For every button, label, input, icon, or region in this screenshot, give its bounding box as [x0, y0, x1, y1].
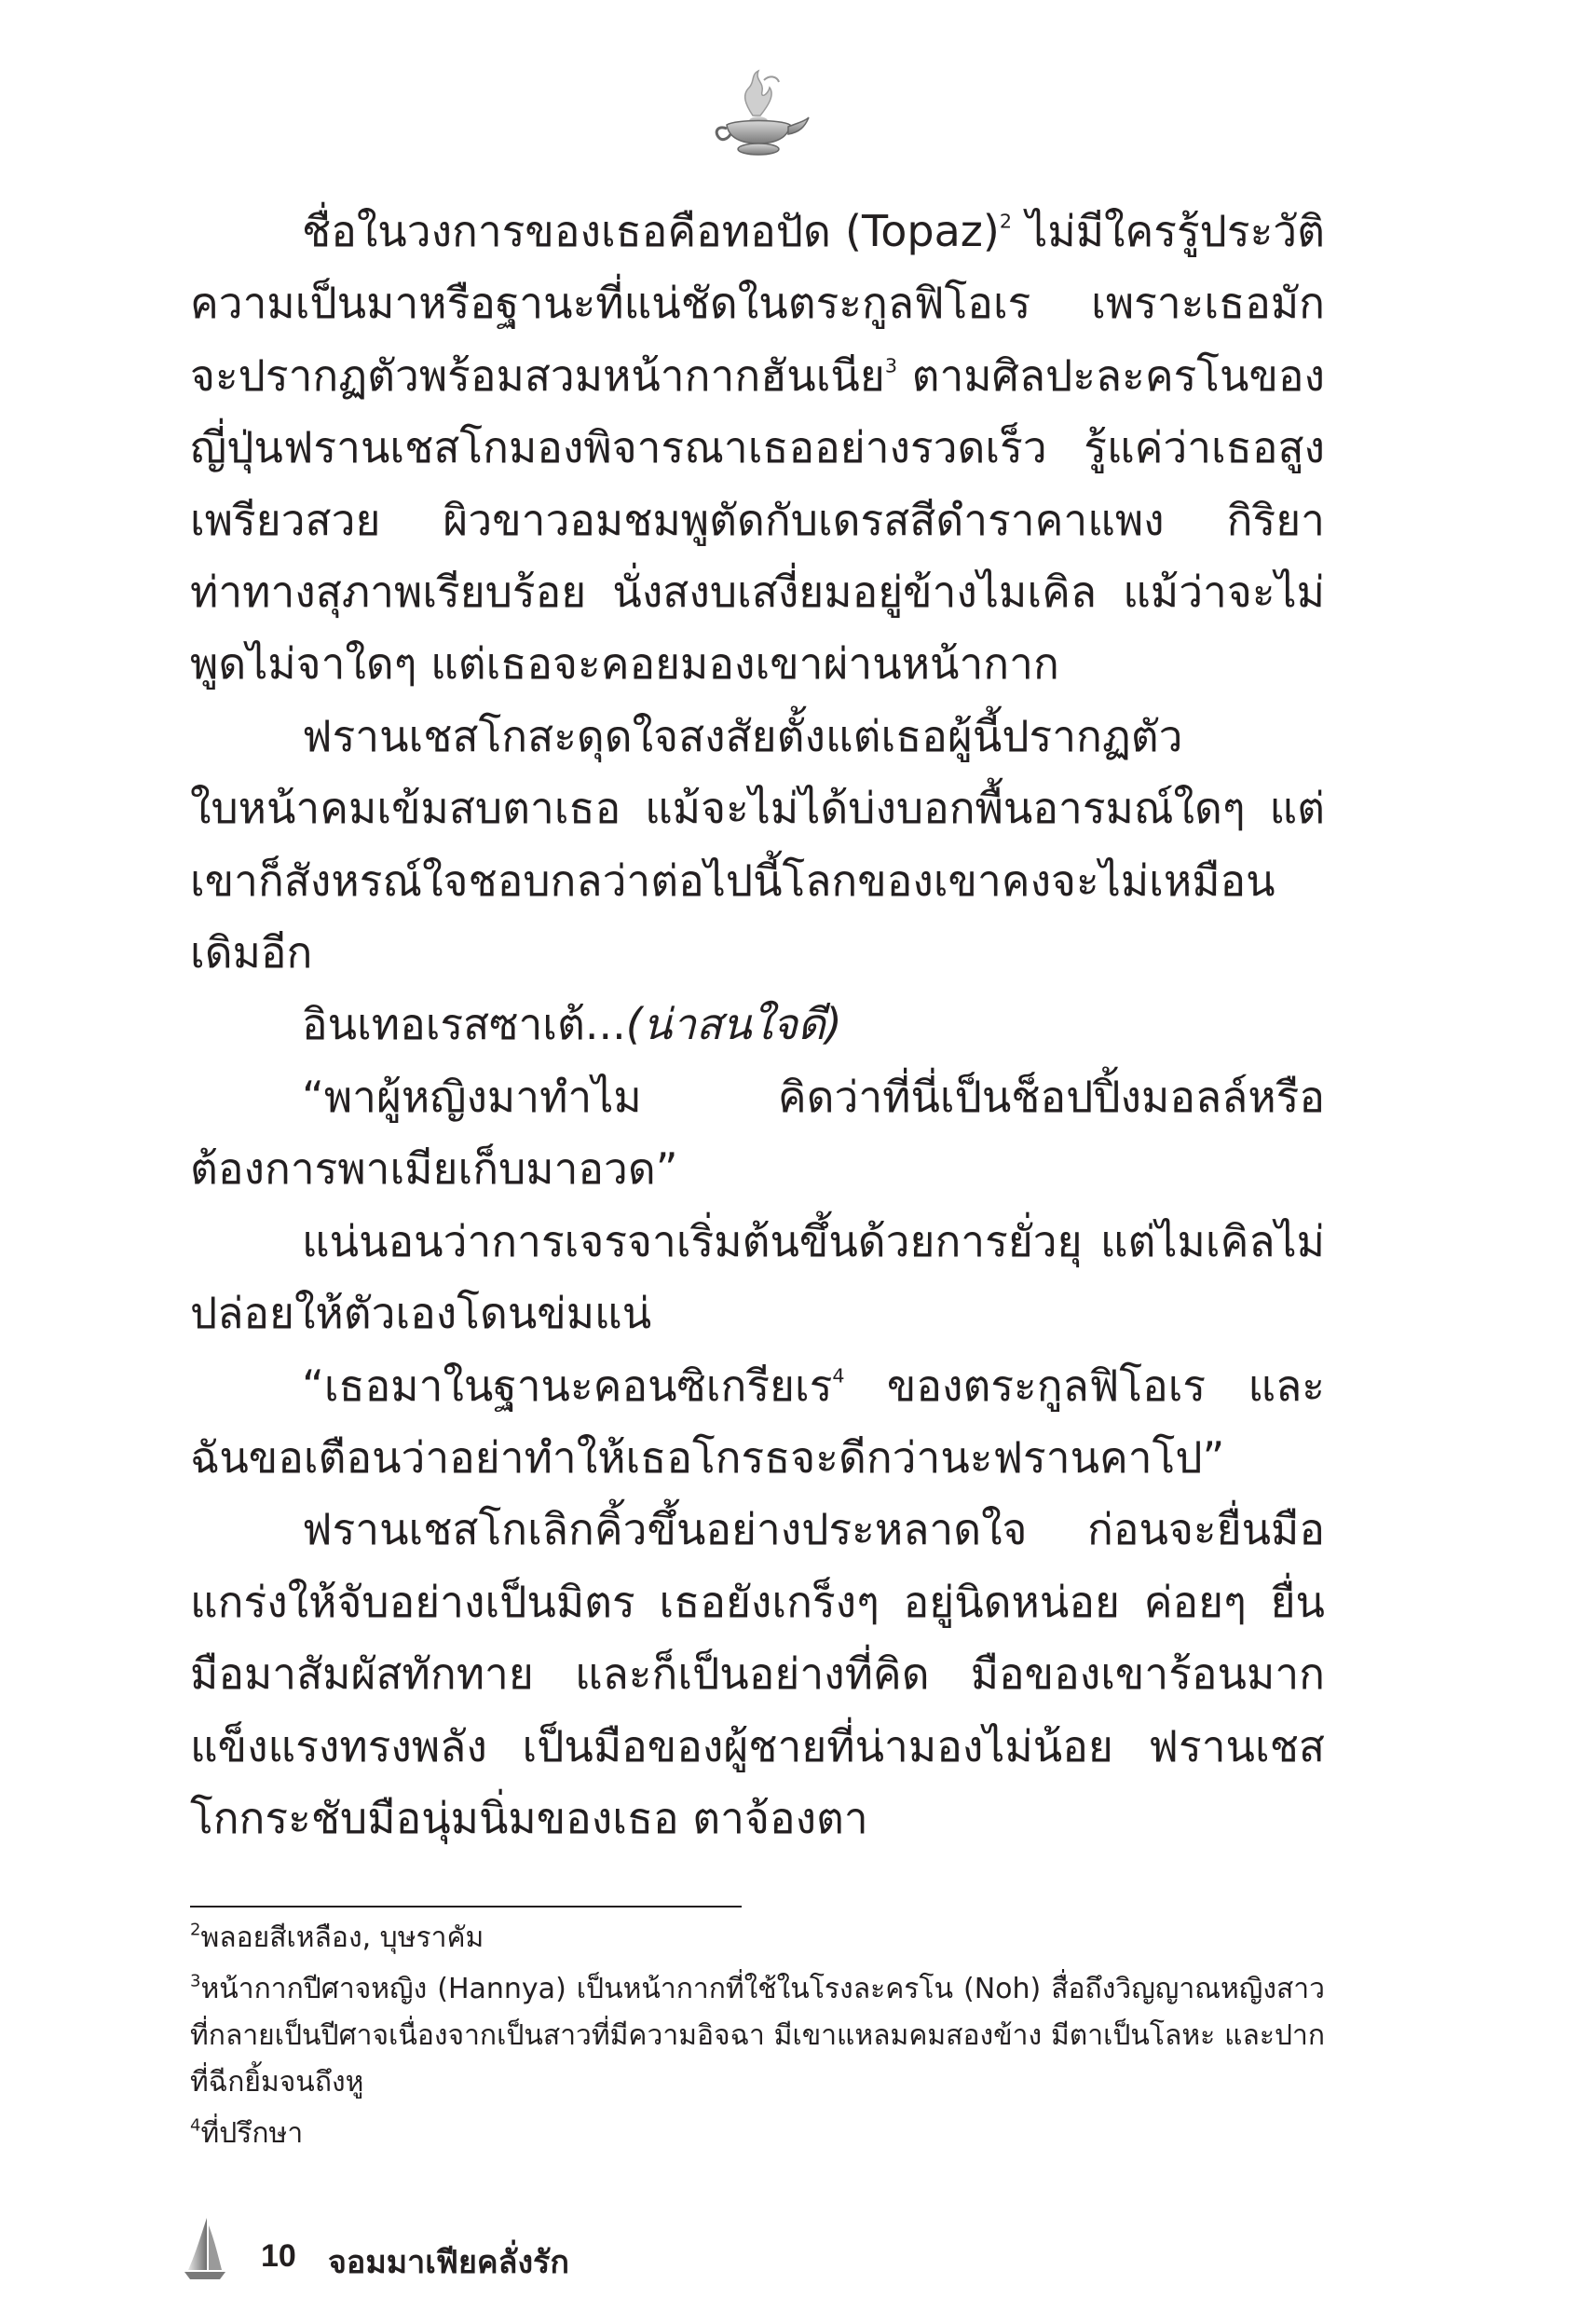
- body-paragraph: [190, 989, 1325, 1060]
- footnote-ref: 3: [884, 354, 897, 377]
- sailboat-icon: [183, 2216, 227, 2283]
- body-paragraph: [190, 701, 1325, 990]
- body-paragraph: [190, 1350, 1325, 1495]
- text-run: ฟรานเชสโกสะดุดใจสงสัยตั้งแต่เธอผู้นี้ปรากฏตัว ใบหน้าคมเข้มสบตาเธอ แม้จะไม่ได้บ่งบอกพื้นอารมณ์ใดๆ แต่เขาก็สังหรณ์ใจชอบกลว่าต่อไปนี้โลกของเขาคงจะไม่เหมือนเดิมอีก: [190, 710, 1325, 978]
- text-run: ของตระกูลฟิโอเร และฉันขอเตือนว่าอย่าทำให้เธอโกรธจะดีกว่านะฟรานคาโป”: [190, 1360, 1325, 1483]
- footnote-number: 4: [190, 2115, 201, 2136]
- book-title: จอมมาเฟียคลั่งรัก: [328, 2244, 569, 2281]
- footnote-divider: [190, 1906, 742, 1908]
- text-run: ตามศิลปะละครโนของญี่ปุ่นฟรานเชสโกมองพิจารณาเธออย่างรวดเร็ว รู้แค่ว่าเธอสูงเพรียวสวย ผิวขาวอมชมพูตัดกับเดรสสีดำราคาแพง กิริยาท่าทางสุภาพเรียบร้อย นั่งสงบเสงี่ยมอยู่ข้างไมเคิล แม้ว่าจะไม่พูดไม่จาใดๆ แต่เธอจะคอยมองเขาผ่านหน้ากาก: [190, 349, 1325, 690]
- body-paragraph: [190, 1061, 1325, 1206]
- footnote-number: 3: [190, 1971, 201, 1991]
- text-run: ฟรานเชสโกเลิกคิ้วขึ้นอย่างประหลาดใจ ก่อนจะยื่นมือแกร่งให้จับอย่างเป็นมิตร เธอยังเกร็งๆ อยู่นิดหน่อย ค่อยๆ ยื่นมือมาสัมผัสทักทาย และก็เป็นอย่างที่คิด มือของเขาร้อนมาก แข็งแรงทรงพลัง เป็นมือของผู้ชายที่น่ามองไม่น้อย ฟรานเชสโกกระชับมือนุ่มนิ่มของเธอ ตาจ้องตา: [190, 1504, 1325, 1843]
- footnote-ref: 2: [999, 210, 1013, 233]
- body-paragraph: [190, 1206, 1325, 1350]
- body-paragraph: [190, 1494, 1325, 1854]
- footnotes: [190, 1915, 1325, 2162]
- body-paragraph: [190, 196, 1325, 701]
- footnote-text: หน้ากากปีศาจหญิง (Hannya) เป็นหน้ากากที่ใช้ในโรงละครโน (Noh) สื่อถึงวิญญาณหญิงสาวที่กลายเป็นปีศาจเนื่องจากเป็นสาวที่มีความอิจฉา มีเขาแหลมคมสองข้าง มีตาเป็นโลหะ และปากที่ฉีกยิ้มจนถึงหู: [190, 1973, 1325, 2099]
- page-number: 10: [261, 2238, 296, 2274]
- footnote-text: พลอยสีเหลือง, บุษราคัม: [200, 1921, 484, 1954]
- footnote-number: 2: [190, 1920, 201, 1940]
- magic-lamp-icon: [708, 67, 811, 160]
- text-run: ชื่อในวงการของเธอคือทอปัด (Topaz): [302, 206, 1000, 256]
- text-run: อินเทอเรสซาเต้...: [302, 999, 626, 1050]
- text-run: แน่นอนว่าการเจรจาเริ่มต้นขึ้นด้วยการยั่วยุ แต่ไมเคิลไม่ปล่อยให้ตัวเองโดนข่มแน่: [190, 1215, 1325, 1339]
- text-run: “พาผู้หญิงมาทำไม คิดว่าที่นี่เป็นช็อปปิ้งมอลล์หรือต้องการพาเมียเก็บมาอวด”: [190, 1071, 1325, 1195]
- footnote-text: ที่ปรึกษา: [200, 2117, 304, 2150]
- body-text: [190, 196, 1325, 1854]
- page-footer: [183, 2216, 1021, 2290]
- footnote: [190, 1966, 1325, 2106]
- footnote: [190, 1915, 1325, 1962]
- footnote-ref: 4: [832, 1363, 845, 1387]
- text-run: “เธอมาในฐานะคอนซิเกรียเร: [302, 1360, 833, 1411]
- footnote: [190, 2111, 1325, 2157]
- italic-text: (น่าสนใจดี): [625, 999, 842, 1050]
- text-run: ไม่มีใครรู้ประวัติความเป็นมาหรือฐานะที่แน่ชัดในตระกูลฟิโอเร เพราะเธอมักจะปรากฏตัวพร้อมสวมหน้ากากฮันเนีย: [190, 206, 1325, 401]
